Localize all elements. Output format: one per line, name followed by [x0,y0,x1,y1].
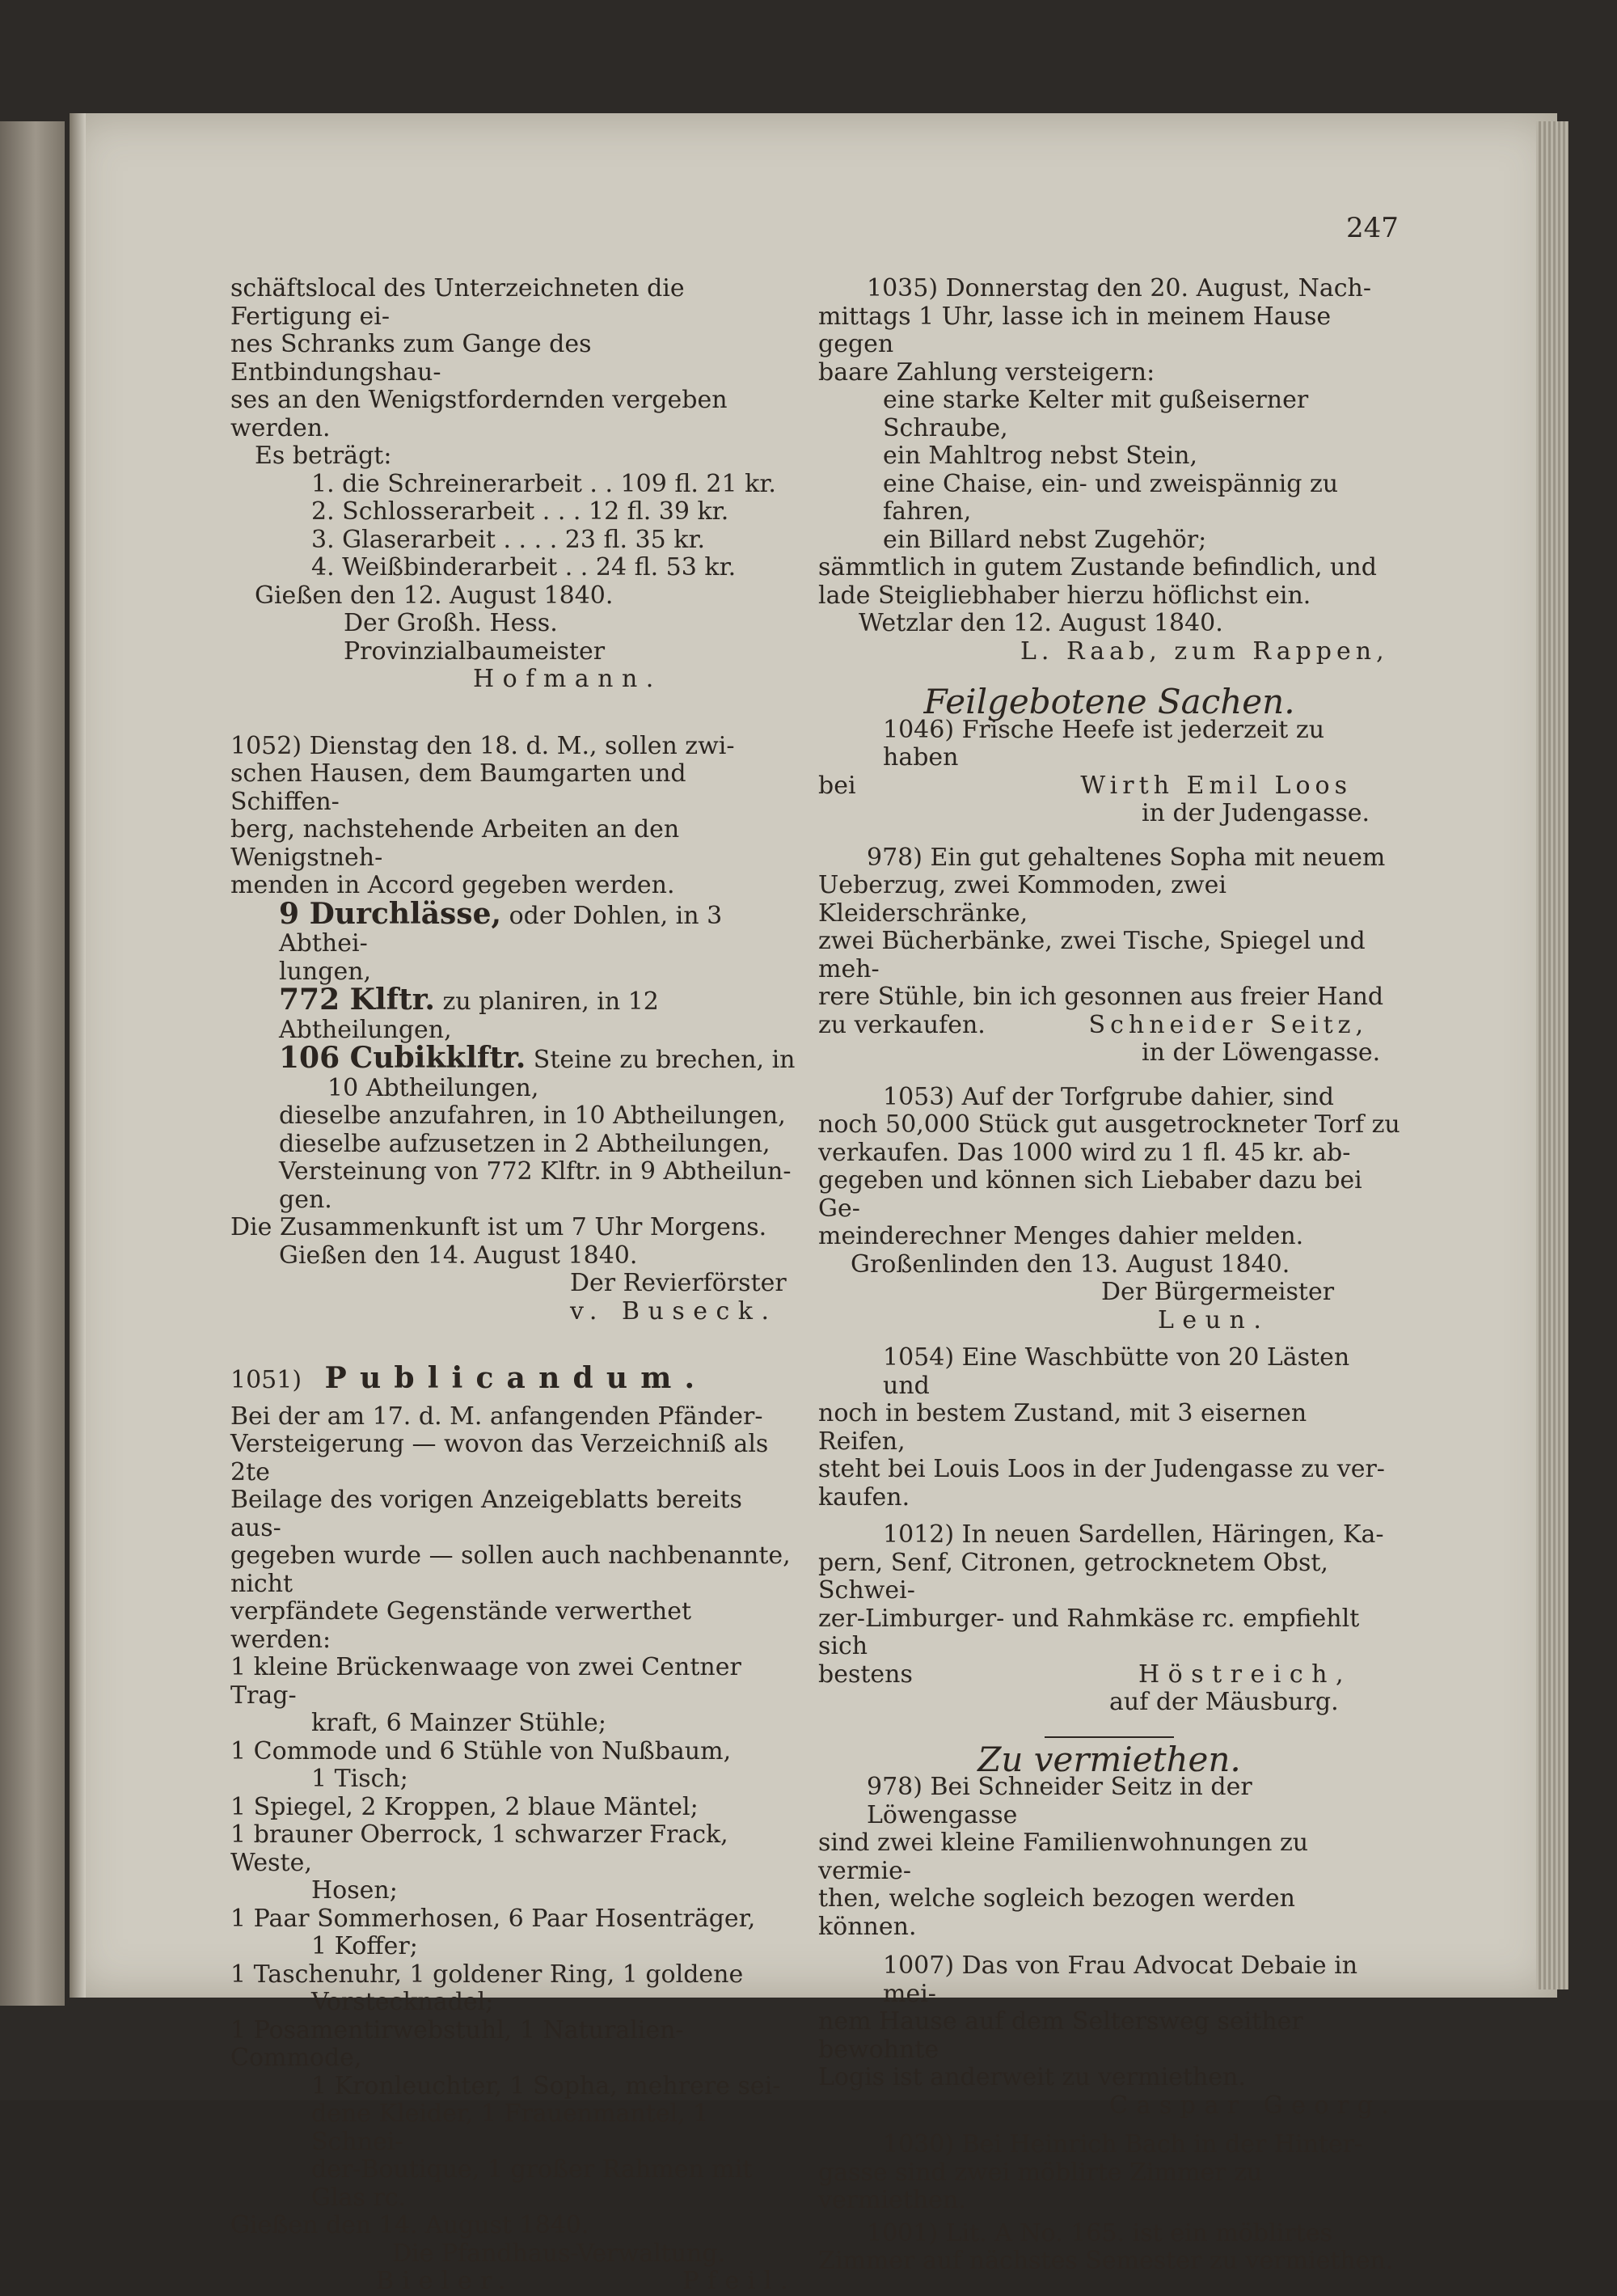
notice-1007: 1007) Das von Frau Advocat Debaie in mei- [883,1951,1358,2008]
pledge-item: 1 Taschenuhr, 1 goldener Ring, 1 goldene [230,1960,744,1989]
notice-978: in der Löwengasse. [1142,1038,1381,1067]
work-item: dieselbe anzufahren, in 10 Abtheilungen, [279,1101,786,1130]
notice-text: bestens [818,1660,913,1689]
signature-title: Die Pfandhaus-Verwaltung. [392,2239,726,2268]
notice-text: zu verkaufen. [818,1010,986,1039]
publicandum-text: Bei der am 17. d. M. anfangenden Pfänder- [230,1402,763,1431]
signature-title: Der Großh. Hess. Provinzialbaumeister [344,609,606,666]
meeting-line: Die Zusammenkunft ist um 7 Uhr Morgens. [230,1213,767,1241]
notice-1052: 1052) Dienstag den 18. d. M., sollen zwi- [230,731,735,760]
notice-1012 [818,1661,1400,1689]
signature-title: Der Bürgermeister [1101,1278,1335,1306]
auction-item: eine Chaise, ein- und zweispännig zu fahren, [883,469,1339,526]
work-item: 772 Klftr. zu planiren, in 12 Abtheilungen, [279,983,659,1044]
pledge-item-cont: der-Boutique, 1 großer Rahmen mit [311,2155,753,2184]
notice-1052: schen Hausen, dem Baumgarten und Schiffen- [230,759,686,816]
notice-978 [818,1012,1400,1040]
pledge-item: 1 kleine Brückenwaage von zwei Centner Trag- [230,1653,741,1710]
cost-item: 3. Glaserarbeit . . . . 23 fl. 35 kr. [311,525,706,554]
notice-1007: nem Hause auf dem Seltersweg seither bewohnte [818,2007,1303,2064]
signature-name: Wirth Emil Loos [1080,771,1352,800]
work-item-cont: 10 Abtheilungen, [327,1073,539,1102]
notice-978: Ueberzug, zwei Kommoden, zwei Kleiderschränke, [818,871,1226,928]
notice-1054: 1054) Eine Waschbütte von 20 Lästen und [883,1343,1350,1400]
signature-name: v. Buseck. [570,1296,778,1326]
notice-1001: Zimmer auf nächstes Semester zu vermiethen. [818,2247,1394,2275]
notice-1053: 1053) Auf der Torfgrube dahier, sind [883,1082,1334,1111]
notice-978: rere Stühle, bin ich gesonnen aus freier Hand [818,983,1384,1011]
publicandum-heading: 1051) Publicandum. [230,1361,708,1395]
work-item: Versteinung von 772 Klftr. in 9 Abtheilun- [279,1157,792,1186]
pledge-item-cont: kraft, 6 Mainzer Stühle; [311,1709,606,1737]
signature-names [230,2268,796,2296]
notice-978-rent: then, welche sogleich bezogen werden können. [818,1884,1295,1941]
work-item: 9 Durchlässe, oder Dohlen, in 3 Abthei- [279,896,723,958]
notice-1052: berg, nachstehende Arbeiten an den Wenigstneh- [230,815,680,872]
pledge-item-cont: 1 Kronleuchter, 1 Sopha, mehrere sei- [311,2071,781,2100]
work-item: dieselbe aufzusetzen in 2 Abtheilungen, [279,1129,771,1158]
work-item-cont: gen. [279,1185,332,1214]
signature-name: Schneider Seitz, [1088,1010,1368,1039]
publicandum-text: verpfändete Gegenstände verwerthet werden: [230,1597,692,1654]
work-item: 106 Cubikklftr. Steine zu brechen, in [279,1041,796,1075]
work-item-cont: lungen, [279,957,372,986]
section-heading-for-sale: Feilgebotene Sachen. [923,682,1295,721]
date-line: Gießen den 12. August 1840. [255,581,614,610]
notice-1053: gegeben und können sich Liebaber dazu bei Ge- [818,1166,1362,1223]
publicandum-text: Beilage des vorigen Anzeigeblatts bereits aus- [230,1486,742,1542]
notice-1035: baare Zahlung versteigern: [818,357,1155,387]
intro-line: ses an den Wenigstfordernden vergeben werden. [230,386,728,442]
pledge-item: 1 Posamentirwebstuhl, 1 Naturalien-Commode, [230,2015,684,2072]
pledge-item: 1 brauner Oberrock, 1 schwarzer Frack, Weste, [230,1820,728,1877]
pledge-item: 1 Paar Sommerhosen, 6 Paar Hosenträger, [230,1904,756,1933]
signature-name: Pfeil. [682,2267,796,2295]
facing-page-edge [0,121,65,2006]
date-line: Gießen den 14. August 1840. [230,2211,589,2239]
notice-1053: verkaufen. Das 1000 wird zu 1 fl. 45 kr. ab- [818,1138,1351,1167]
date-line: Wetzlar den 12. August 1840. [859,609,1223,637]
cost-item: 2. Schlosserarbeit . . . 12 fl. 39 kr. [311,497,729,526]
pledge-item-cont: Vorstecknadel; [311,1988,494,2016]
notice-1035: mittags 1 Uhr, lasse ich in meinem Hause gegen [818,302,1332,358]
pledge-item-cont: Glas rc. [311,2183,407,2212]
notice-1054: kaufen. [818,1482,910,1512]
notice-text: bei [818,771,856,800]
pledge-item: 1 Commode und 6 Stühle von Nußbaum, [230,1736,732,1765]
notice-1053: noch 50,000 Stück gut ausgetrockneter Torf zu [818,1110,1400,1139]
notice-1030: gasse sind zwei möblirte Zimmer zu vermiethen. [818,2158,1263,2214]
notice-1001: 1001) Lit. A No. 165. ist ein möblirtes [867,2218,1332,2247]
pledge-item-cont: Hosen; [311,1876,398,1905]
signature-name: L. Raab, zum Rappen, [1020,636,1389,666]
date-line: Gießen den 14. August 1840. [279,1241,638,1270]
date-line: Großenlinden den 13. August 1840. [851,1249,1290,1279]
pledge-item-cont: dene Kleider, 1 Frauenmantel, 1 Schnei- [311,2099,709,2156]
signature-name: Höstreich, [1138,1660,1352,1689]
publicandum-text: gegeben wurde — sollen auch nachbenannte, nicht [230,1541,791,1598]
left-column [230,275,796,2296]
pledge-item-cont: 1 Tisch; [311,1765,408,1793]
section-heading-for-rent: Zu vermiethen. [977,1739,1241,1779]
cost-item: 4. Weißbinderarbeit . . 24 fl. 53 kr. [311,553,737,581]
intro-line: nes Schranks zum Gange des Entbindungshau- [230,330,592,387]
intro-line: schäftslocal des Unterzeichneten die Fertigung ei- [230,274,685,331]
auction-item: eine starke Kelter mit gußeiserner Schraube, [883,386,1309,442]
notice-978-rent: sind zwei kleine Familienwohnungen zu vermie- [818,1829,1309,1885]
notice-1053: meinderechner Menges dahier melden. [818,1222,1304,1250]
cost-item: 1. die Schreinerarbeit . . 109 fl. 21 kr. [311,469,776,498]
section-divider [1045,1736,1174,1738]
auction-item: ein Billard nebst Zugehör; [883,525,1207,554]
right-column [818,275,1400,2276]
notice-1030: 1030) Bei Heinrich Bach in der Hinter- [883,2130,1363,2159]
notice-1035: lade Steigliebhaber hierzu höflichst ein. [818,581,1311,610]
notice-1035: 1035) Donnerstag den 20. August, Nach- [867,274,1372,302]
notice-978-rent: 978) Bei Schneider Seitz in der Löwengasse [867,1773,1252,1829]
notice-1012: auf der Mäusburg. [1109,1688,1339,1716]
signature-name: Hofmann. [473,665,662,693]
page-binding-shadow [70,113,86,1998]
cost-list [230,471,796,582]
notice-1012: pern, Senf, Citronen, getrocknetem Obst, Schwei- [818,1548,1328,1605]
signature-title: Der Revierförster [570,1269,787,1297]
notice-1012: zer-Limburger- und Rahmkäse rc. empfiehlt sich [818,1604,1360,1660]
notice-1054: noch in bestem Zustand, mit 3 eisernen Reifen, [818,1399,1307,1456]
cost-heading: Es beträgt: [255,442,392,470]
notice-1007: Logis ist anderweit zu vermiethen. [818,2063,1246,2091]
notice-1012: 1012) In neuen Sardellen, Häringen, Ka- [883,1520,1384,1549]
page-stack-edge [1536,121,1568,1989]
auction-item: ein Mahltrog nebst Stein, [883,442,1198,470]
notice-1046 [818,772,1400,801]
notice-1054: steht bei Louis Loos in der Judengasse zu ver- [818,1455,1385,1483]
publicandum-text: Versteigerung — wovon das Verzeichniß als 2te [230,1430,769,1486]
page-number: 247 [1346,212,1399,244]
notice-1046: 1046) Frische Heefe ist jederzeit zu haben [883,715,1325,772]
notice-1052: menden in Accord gegeben werden. [230,871,675,899]
notice-978: 978) Ein gut gehaltenes Sopha mit neuem [867,843,1386,872]
signature-name: Caspar Georg. [1109,2091,1398,2120]
notice-1035: sämmtlich in gutem Zustande befindlich, und [818,553,1377,581]
signature-name: Leun. [1158,1305,1270,1334]
signature-name: Bieler. [376,2267,514,2295]
pledge-item: 1 Spiegel, 2 Kroppen, 2 blaue Mäntel; [230,1792,699,1821]
notice-1046: in der Judengasse. [1142,799,1370,827]
notice-978: zwei Bücherbänke, zwei Tische, Spiegel und meh- [818,927,1366,983]
pledge-item-cont: 1 Koffer; [311,1932,418,1960]
